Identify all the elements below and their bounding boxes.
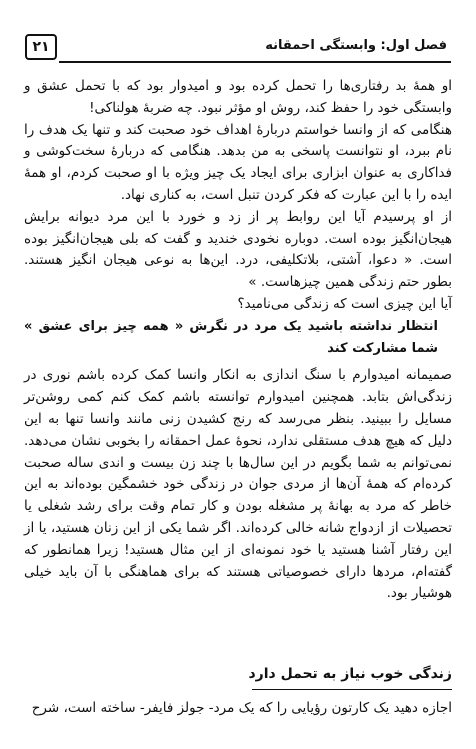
header-rule <box>59 61 451 63</box>
paragraph: هنگامی که از وانسا خواستم دربارهٔ اهداف خود صحبت کند و تنها یک هدف را نام ببرد، او نتوانست پاسخی به من بدهد. هنگامی که دربارهٔ سخت‌کوشی و فداکاری به عنوان ابزاری برای ایجاد یک چیز ویژه با او صحبت کردم، او همهٔ ایده را با این عبارت که فکر کردن تنبل است، به کناری نهاد. <box>24 121 452 203</box>
paragraph: او همهٔ بد رفتاری‌ها را تحمل کرده بود و امیدوار بود که با تحمل عشق و وابستگی خود را حفظ کند، روش او مؤثر نبود. چه ضربهٔ هولناکی! <box>24 78 452 116</box>
page-header <box>25 32 451 66</box>
closing-text <box>24 698 452 720</box>
section-title: زندگی خوب نیاز به تحمل دارد <box>248 666 452 682</box>
paragraph: از او پرسیدم آیا این روابط پر از زد و خورد با این مرد دیوانه برایش هیجان‌انگیز بوده است. دوباره نخودی خندید و گفت که بلی هیجان‌انگیز بوده است. « دعوا، آشتی، بلاتکلیفی، درد. این‌ها به نوعی هیجان انگیز هستند. بطور حتم زندگی همین چیزهاست. » <box>24 208 452 291</box>
section-rule <box>252 689 452 690</box>
section-heading <box>24 664 452 694</box>
running-title: فصل اول: وابستگی احمقانه <box>265 38 447 53</box>
paragraph: صمیمانه امیدوارم با سنگ اندازی به انکار وانسا کمک کرده باشم نوری در زندگی‌اش بتابد. همچنین امیدوارم توانسته باشم کمک کنم کمی روشن‌تر مسایل را ببینید. بنظر می‌رسد که رنج کشیدن زنی مانند وانسا تنها به این دلیل که هیچ هدف مستقلی ندارد، نحوهٔ عمل احمقانه را بخوبی نشان می‌دهد. نمی‌توانم به شما بگویم در این سال‌ها با چند زن بیست و اندی ساله صحبت کرده‌ام که همهٔ آن‌ها از مردی جوان در زندگی خود خشمگین بوده‌اند به این خاطر که مرد به بهانهٔ پر مشغله بودن و کار تمام وقت برای رشد شغلی یا تحصیلات از ازدواج شانه خالی کرده‌اند. اگر شما یکی از این زنان هستید، یا از این رفتار آشنا هستید یا خود نمونه‌ای از این مثال هستید! زیرا همانطور که گفته‌ام، مردها دارای خصوصیاتی هستند که برای هماهنگی با آن باید خیلی هوشیار بود. <box>24 367 452 602</box>
page-body <box>24 76 452 605</box>
page-number: ۲۱ <box>25 34 57 60</box>
paragraph: اجازه دهید یک کارتون رؤیایی را که یک مرد- جولز فایفر- ساخته است، شرح <box>31 700 452 716</box>
pull-quote: انتظار نداشته باشید یک مرد در نگرش « همه چیز برای عشق » شما مشارکت کند <box>24 318 438 356</box>
question-line: آیا این چیزی است که زندگی می‌نامید؟ <box>237 295 452 312</box>
